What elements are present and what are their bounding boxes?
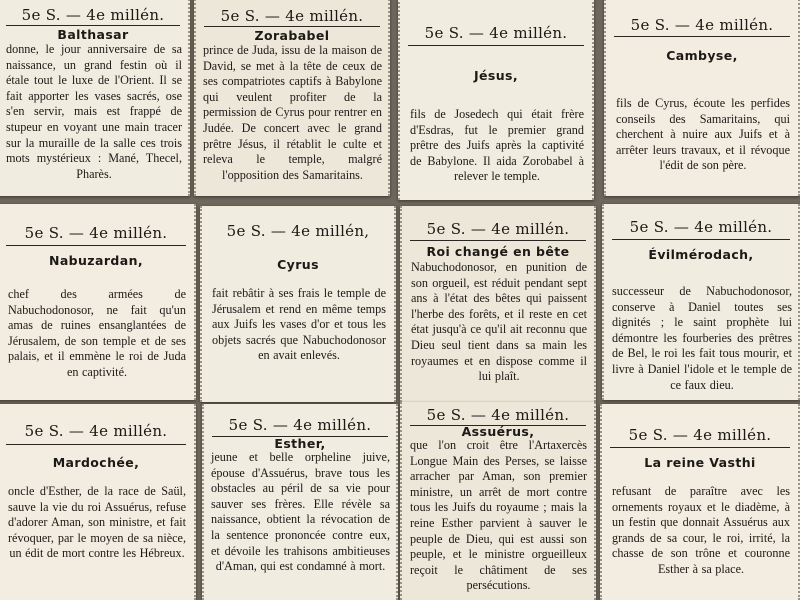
card-text: successeur de Nabuchodonosor, conserve à Daniel toutes ses dignités ; le saint prophète lui démontre les fourberies des prêtres de Bel, le roi les fait tous mourir, et livre à Daniel l'idole et le temple de ce faux dieu. <box>612 284 792 392</box>
header-rule <box>204 26 380 27</box>
card-title: La reine Vasthi <box>644 455 756 470</box>
card-text: fils de Josedech qui était frère d'Esdras, fut le premier grand prêtre des Juifs après la captivité de Babylone. Il aida Zorobabel à relever le temple. <box>410 107 584 184</box>
card-cyrus <box>200 206 396 402</box>
card-text: Nabuchodonosor, en punition de son orgueil, est réduit pendant sept ans à l'état des bêtes qui paissent l'herbe des forêts, et il reste en cet état jusqu'à ce qu'il ait reconnu que Dieu seul tient dans sa main les royaumes et en dispose comme il lui plaît. <box>411 260 587 384</box>
header-rule <box>614 36 790 37</box>
header-rule <box>612 239 790 240</box>
header-rule <box>410 240 586 241</box>
card-text: prince de Juda, issu de la maison de David, se met à la tête de ceux de ses compatriotes captifs à Babylone qui veulent profiter de la permission de Cyrus pour rentrer en Judée. De concert avec le grand prêtre Jésus, il rétablit le culte et releva le temple, malgré l'opposition des Samaritains. <box>203 43 382 182</box>
header-rule <box>610 447 790 448</box>
card-header: 5e S. — 4e millén. <box>426 406 570 424</box>
card-title: Cyrus <box>277 257 319 272</box>
header-rule <box>408 45 584 46</box>
card-text: oncle d'Esther, de la race de Saül, sauve la vie du roi Assuérus, refuse d'adorer Aman, son ministre, et fait révoquer, par le moyen de sa nièce, un édit de mort contre les Hébreux. <box>8 484 186 561</box>
card-text: que l'on croit être l'Artaxercès Longue Main des Perses, se laisse arracher par Aman, son premier ministre, un arrêt de mort contre tous les Juifs du royaume ; mais la reine Esther parvient à sauver le peuple de Dieu, qui est aussi son peuple, et le ministre orgueilleux reçoit le châtiment de ses persécutions. <box>410 438 587 593</box>
card-title: Roi changé en bête <box>426 244 570 259</box>
card-header: 5e S. — 4e millén. <box>220 7 364 25</box>
card-title: Évilmérodach, <box>648 247 754 262</box>
card-nabuzardan <box>0 204 196 400</box>
card-header: 5e S. — 4e millén. <box>24 422 168 440</box>
card-text: fait rebâtir à ses frais le temple de Jérusalem et rend en même temps aux Juifs les vases d'or et tous les objets sacrés que Nabuchodonosor en avait enlevés. <box>212 286 386 363</box>
card-title: Balthasar <box>57 27 129 42</box>
card-evilmerodach <box>602 204 800 400</box>
card-title: Zorababel <box>254 28 330 43</box>
header-rule <box>6 25 180 26</box>
card-title: Assuérus, <box>461 424 535 439</box>
card-text: jeune et belle orpheline juive, épouse d'Assuérus, brave tous les obstacles au péril de sa vie pour sauver ses frères. Elle révèle sa naissance, obtient la révocation de la sentence prononcée contre eux, et dévoile les trahisons ambitieuses d'Aman, qui est condamné à mort. <box>211 450 390 574</box>
card-vasthi <box>600 404 800 600</box>
card-balthasar <box>0 0 190 196</box>
card-cambyse <box>604 0 800 196</box>
card-header: 5e S. — 4e millén. <box>424 24 568 42</box>
card-header: 5e S. — 4e millén. <box>629 218 773 236</box>
card-title: Nabuzardan, <box>48 253 144 268</box>
card-text: donne, le jour anniversaire de sa naissance, un grand festin où il étale tout le luxe de l'Orient. Il se fait apporter les vases sacrés, ose s'en servir, mais est frappé de stupeur en voyant une main tracer sur la muraille de la salle ces trois mots mystérieux : Mané, Thecel, Pharès. <box>6 42 182 181</box>
card-header: 5e S. — 4e millén. <box>228 416 372 434</box>
card-esther <box>202 404 398 600</box>
card-assuerus <box>400 402 596 600</box>
header-rule <box>6 245 186 246</box>
card-jesus <box>398 0 594 200</box>
card-text: chef des armées de Nabuchodonosor, ne fait qu'un amas de ruines ensanglantées de Jérusalem, de son temple et de ses palais, et il emmène le roi de Juda en captivité. <box>8 287 186 379</box>
card-text: fils de Cyrus, écoute les perfides conseils des Samaritains, qui cherchent à nuire aux Juifs et à arrêter leurs travaux, et il révoque l'édit de son père. <box>616 96 790 173</box>
card-title: Jésus, <box>473 68 519 83</box>
card-header: 5e S. — 4e millén. <box>21 6 165 24</box>
card-title: Mardochée, <box>52 455 140 470</box>
card-header: 5e S. — 4e millén. <box>24 224 168 242</box>
card-header: 5e S. — 4e millén. <box>426 220 570 238</box>
card-text: refusant de paraître avec les ornements royaux et le diadème, à un festin que donnait Assuérus aux grands de sa cour, le roi, irrité, la chasse de son trône et couronne Esther à sa place. <box>612 484 790 576</box>
card-header: 5e S. — 4e millén. <box>628 426 772 444</box>
card-zorababel <box>194 0 390 196</box>
card-header: 5e S. — 4e millén. <box>630 16 774 34</box>
card-title: Cambyse, <box>666 48 738 63</box>
card-roi-change <box>400 206 596 402</box>
card-title: Esther, <box>274 436 326 451</box>
card-mardochee <box>0 404 196 600</box>
header-rule <box>6 444 186 445</box>
card-header: 5e S. — 4e millén, <box>226 222 370 240</box>
